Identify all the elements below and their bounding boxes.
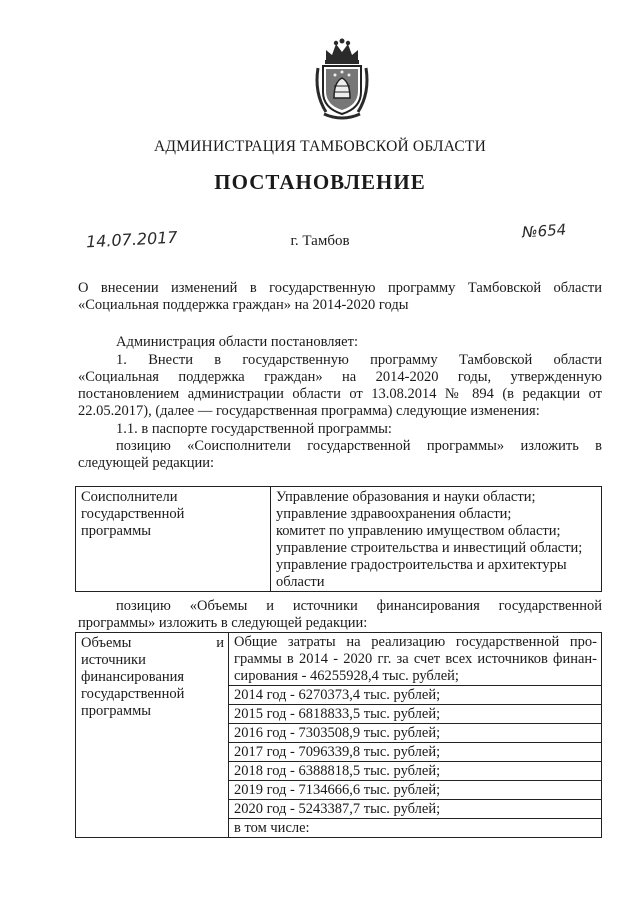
label-line: программы (81, 523, 151, 539)
city-label: г. Тамбов (290, 233, 350, 249)
coexecutors-table (75, 486, 602, 592)
funding-table (75, 632, 602, 838)
position-2-line-2: программы» изложить в следующей редакции: (78, 615, 368, 631)
item-1-line-1: 1. Внести в государственную программу Тамбовской области (116, 352, 602, 368)
position-1-line-1: позицию «Соисполнители государственной программы» изложить в (116, 438, 602, 454)
year-row: 2018 год - 6388818,5 тыс. рублей; (229, 762, 601, 781)
handwritten-document-number: №654 (521, 220, 567, 242)
total-line: сирования - 46255928,4 тыс. рублей; (234, 668, 459, 684)
position-2-line-1: позицию «Объемы и источники финансирования государственной (116, 598, 602, 614)
coat-of-arms-emblem (312, 38, 372, 120)
label-line: программы (81, 703, 151, 719)
total-block (229, 633, 601, 686)
position-1-line-2: следующей редакции: (78, 455, 215, 471)
total-line: граммы в 2014 - 2020 гг. за счет всех источников финан- (234, 651, 597, 667)
year-row: 2015 год - 6818833,5 тыс. рублей; (229, 705, 601, 724)
value-line: области (276, 574, 325, 590)
value-line: управление строительства и инвестиций области; (276, 540, 583, 556)
value-line: Управление образования и науки области; (276, 489, 536, 505)
label-word: Объемы (81, 635, 132, 651)
item-1-line-3: постановлением администрации области от 13.08.2014 № 894 (в редакции от (78, 386, 602, 402)
label-line: финансирования (81, 669, 185, 685)
subject-line-1: О внесении изменений в государственную программу Тамбовской области (78, 280, 602, 296)
table-row (76, 633, 602, 838)
year-row: 2014 год - 6270373,4 тыс. рублей; (229, 686, 601, 705)
handwritten-date: 14.07.2017 (85, 227, 179, 252)
label-line: источники (81, 652, 146, 668)
year-row: 2017 год - 7096339,8 тыс. рублей; (229, 743, 601, 762)
document-type-title: ПОСТАНОВЛЕНИЕ (214, 170, 426, 194)
agency-name: АДМИНИСТРАЦИЯ ТАМБОВСКОЙ ОБЛАСТИ (154, 138, 486, 155)
label-line: государственной (81, 686, 185, 702)
total-line: Общие затраты на реализацию государственной про- (234, 634, 597, 650)
year-row: 2016 год - 7303508,9 тыс. рублей; (229, 724, 601, 743)
label-line: Соисполнители (81, 489, 178, 505)
label-word: и (216, 635, 224, 651)
funding-label-cell (76, 633, 229, 838)
decree-intro: Администрация области постановляет: (116, 334, 358, 350)
value-line: управление здравоохранения области; (276, 506, 512, 522)
year-row: 2020 год - 5243387,7 тыс. рублей; (229, 800, 601, 819)
value-line: управление градостроительства и архитектуры (276, 557, 567, 573)
funding-value-cell (229, 633, 602, 838)
table-row (76, 487, 602, 592)
coexecutors-label-cell (76, 487, 271, 592)
label-line: государственной (81, 506, 185, 522)
subject-line-2: «Социальная поддержка граждан» на 2014-2020 годы (78, 297, 409, 313)
coexecutors-value-cell (271, 487, 602, 592)
item-1-line-2: «Социальная поддержка граждан» на 2014-2020 годы, утвержденную (78, 369, 602, 385)
label-line (81, 635, 224, 652)
item-1-line-4: 22.05.2017), (далее — государственная программа) следующие изменения: (78, 403, 540, 419)
year-row: 2019 год - 7134666,6 тыс. рублей; (229, 781, 601, 800)
including-label: в том числе: (234, 820, 310, 836)
value-line: комитет по управлению имуществом области; (276, 523, 561, 539)
subitem-1-1: 1.1. в паспорте государственной программы: (116, 421, 392, 437)
